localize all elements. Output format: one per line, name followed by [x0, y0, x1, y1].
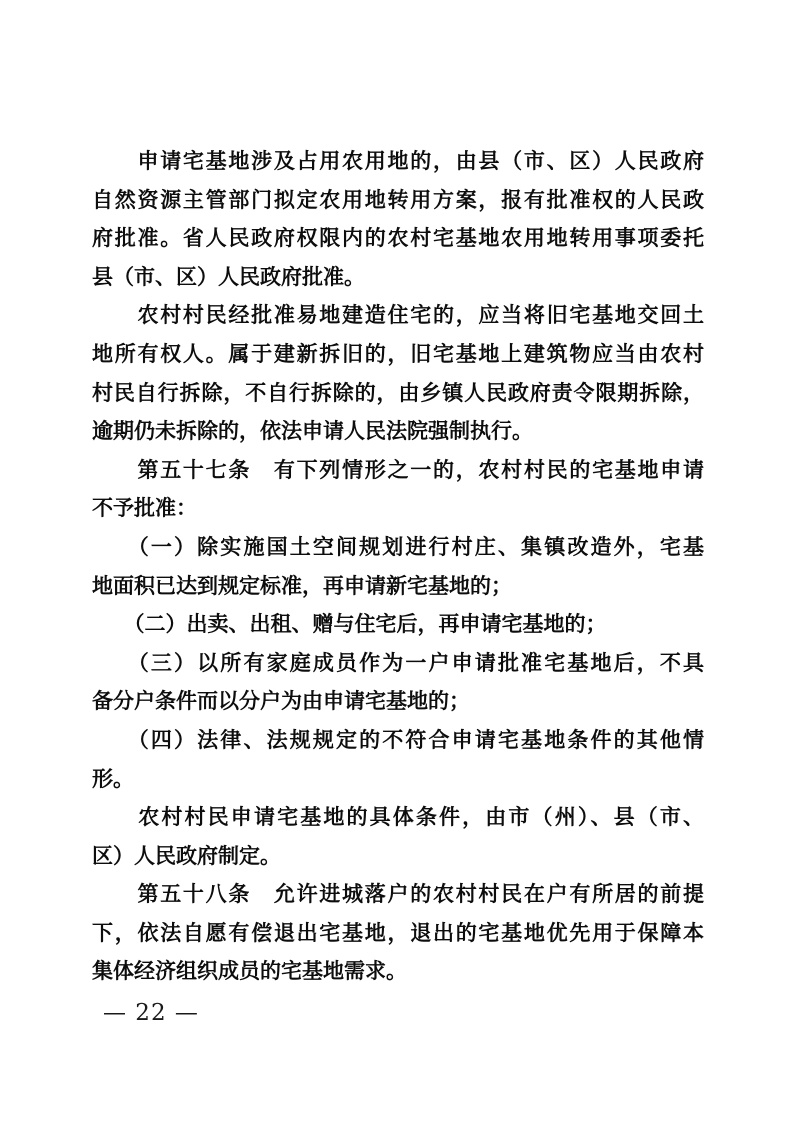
text-line: 第五十八条 允许进城落户的农村村民在户有所居的前提 [92, 882, 704, 907]
text-line: 下，依法自愿有偿退出宅基地，退出的宅基地优先用于保障本 [92, 920, 704, 945]
text-line: 备分户条件而以分户为由申请宅基地的； [92, 689, 470, 714]
paragraph [92, 528, 704, 605]
paragraph [92, 644, 704, 721]
paragraph [92, 721, 704, 798]
text-line: 不予批准： [92, 496, 197, 521]
paragraph [92, 605, 704, 644]
page-number: — 22 — [103, 1000, 199, 1026]
paragraph [92, 142, 704, 296]
text-line: 集体经济组织成员的宅基地需求。 [92, 959, 407, 984]
text-line: 村民自行拆除，不自行拆除的，由乡镇人民政府责令限期拆除， [92, 380, 704, 405]
text-line: 自然资源主管部门拟定农用地转用方案，报有批准权的人民政 [92, 187, 704, 212]
text-line: 地所有权人。属于建新拆旧的，旧宅基地上建筑物应当由农村 [92, 341, 704, 366]
text-line: 农村村民经批准易地建造住宅的，应当将旧宅基地交回土 [92, 303, 704, 328]
text-line: （三）以所有家庭成员作为一户申请批准宅基地后，不具 [92, 650, 704, 675]
paragraph [92, 296, 704, 450]
text-line: 地面积已达到规定标准，再申请新宅基地的； [92, 573, 512, 598]
paragraph [92, 875, 704, 991]
text-line: 形。 [92, 766, 134, 791]
text-line: 区）人民政府制定。 [92, 843, 281, 868]
text-line: （一）除实施国土空间规划进行村庄、集镇改造外，宅基 [92, 534, 704, 559]
text-line: （二）出卖、出租、赠与住宅后，再申请宅基地的； [92, 612, 607, 637]
paragraph [92, 451, 704, 528]
text-line: 申请宅基地涉及占用农用地的，由县（市、区）人民政府 [92, 149, 704, 173]
text-line: 第五十七条 有下列情形之一的，农村村民的宅基地申请 [92, 457, 704, 482]
text-line: 农村村民申请宅基地的具体条件，由市（州）、县（市、 [92, 805, 704, 830]
text-line: 府批准。省人民政府权限内的农村宅基地农用地转用事项委托 [92, 226, 704, 251]
text-line: 县（市、区）人民政府批准。 [92, 264, 365, 289]
text-line: 逾期仍未拆除的，依法申请人民法院强制执行。 [92, 419, 533, 444]
document-body [92, 142, 704, 991]
text-line: （四）法律、法规规定的不符合申请宅基地条件的其他情 [92, 727, 704, 752]
paragraph [92, 798, 704, 875]
